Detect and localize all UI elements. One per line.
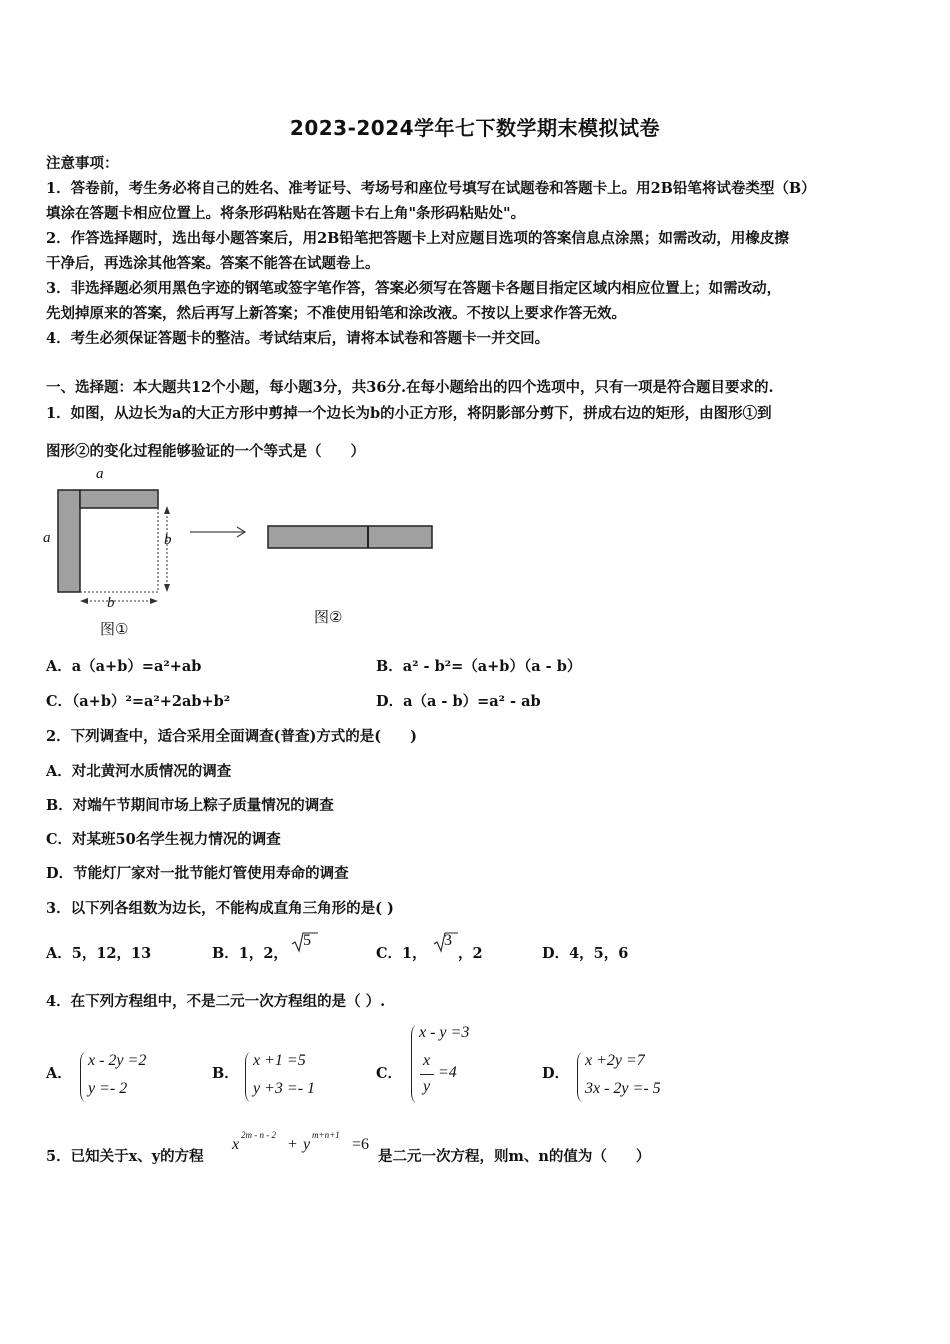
question-4-option-c-denominator: y xyxy=(423,1078,431,1095)
question-3-option-c-radicand: 3 xyxy=(444,932,452,949)
page-title: 2023-2024学年七下数学期末模拟试卷 xyxy=(289,116,661,140)
question-1-option-a[interactable]: A．a（a+b）=a²+ab xyxy=(46,658,202,675)
question-4-option-d-eq1: x +2y =7 xyxy=(585,1052,645,1069)
brace-a xyxy=(80,1052,87,1102)
section-heading: 一、选择题：本大题共12个小题，每小题3分，共36分.在每小题给出的四个选项中，只有一项是符合题目要求的. xyxy=(46,379,774,396)
brace-b xyxy=(245,1052,252,1102)
figure-2 xyxy=(266,524,436,552)
question-3-option-c-text: C．1， xyxy=(376,945,427,962)
question-4-option-a[interactable]: A． xyxy=(46,1065,72,1082)
question-4-option-a-eq2: y =- 2 xyxy=(88,1080,128,1097)
question-3-option-c-suffix: ，2 xyxy=(458,945,483,962)
figure-2-caption: 图② xyxy=(314,608,343,626)
question-4-option-c-numerator: x xyxy=(423,1052,431,1069)
question-4-option-d[interactable]: D． xyxy=(542,1065,570,1082)
question-4-stem: 4．在下列方程组中，不是二元一次方程组的是（ ）. xyxy=(46,993,386,1010)
question-4-option-b-eq1: x +1 =5 xyxy=(253,1052,306,1069)
question-1-stem-cont: 图形②的变化过程能够验证的一个等式是（ ） xyxy=(46,443,365,460)
question-4-option-c-rhs: =4 xyxy=(438,1064,457,1081)
question-2-stem: 2．下列调查中，适合采用全面调查(普查)方式的是( ) xyxy=(46,728,418,745)
figure-1-label-a-top: a xyxy=(96,466,104,482)
question-3-option-d[interactable]: D．4，5，6 xyxy=(542,945,629,962)
question-5-x-exponent: 2m - n - 2 xyxy=(241,1130,276,1140)
figure-1-label-a-left: a xyxy=(43,530,51,546)
question-3-stem: 3．以下列各组数为边长，不能构成直角三角形的是( ) xyxy=(46,900,394,917)
transform-arrow-icon xyxy=(188,524,250,540)
question-3-option-b[interactable] xyxy=(212,942,288,963)
question-4-option-b-eq2: y +3 =- 1 xyxy=(253,1080,316,1097)
notes-line: 先划掉原来的答案，然后再写上新答案；不准使用铅笔和涂改液。不按以上要求作答无效。 xyxy=(46,305,626,322)
question-2-option-d[interactable]: D．节能灯厂家对一批节能灯管使用寿命的调查 xyxy=(46,865,349,882)
question-1-option-d[interactable]: D．a（a - b）=a² - ab xyxy=(376,693,541,710)
question-3-option-b-text: B．1，2， xyxy=(212,945,288,962)
question-1-option-b[interactable]: B．a² - b²=（a+b）（a - b） xyxy=(376,658,582,675)
question-5-y: y xyxy=(303,1136,311,1153)
question-3-option-c[interactable] xyxy=(376,942,427,963)
brace-c xyxy=(411,1025,418,1103)
notes-line: 3．非选择题必须用黑色字迹的钢笔或签字笔作答，答案必须写在答题卡各题目指定区域内相应位置上；如需改动， xyxy=(46,280,782,297)
question-3-option-b-radicand: 5 xyxy=(303,932,311,949)
fraction-bar xyxy=(420,1074,434,1075)
figure-1-caption: 图① xyxy=(100,620,129,638)
question-5-plus: + xyxy=(288,1136,298,1153)
question-3-option-a[interactable]: A．5，12，13 xyxy=(46,945,152,962)
notes-line: 干净后，再选涂其他答案。答案不能答在试题卷上。 xyxy=(46,255,380,272)
notes-heading: 注意事项： xyxy=(46,155,119,172)
question-2-option-c[interactable]: C．对某班50名学生视力情况的调查 xyxy=(46,831,281,848)
notes-line: 1．答卷前，考生务必将自己的姓名、准考证号、考场号和座位号填写在试题卷和答题卡上。用2B铅笔将试卷类型（B） xyxy=(46,180,816,197)
question-5-rhs: =6 xyxy=(352,1136,370,1153)
question-5-stem: 5．已知关于x、y的方程 xyxy=(46,1148,204,1165)
figure-1 xyxy=(40,466,280,642)
question-1-option-c[interactable]: C．（a+b）²=a²+2ab+b² xyxy=(46,693,231,710)
question-1-stem: 1．如图，从边长为a的大正方形中剪掉一个边长为b的小正方形，将阴影部分剪下，拼成右边的矩形，由图形①到 xyxy=(46,405,772,422)
brace-d xyxy=(577,1052,584,1102)
question-2-option-a[interactable]: A．对北黄河水质情况的调查 xyxy=(46,763,232,780)
figure-1-label-b-bottom: b xyxy=(107,595,115,611)
question-5-stem-cont: 是二元一次方程，则m、n的值为（ ） xyxy=(378,1148,651,1165)
question-2-option-b[interactable]: B．对端午节期间市场上粽子质量情况的调查 xyxy=(46,797,334,814)
notes-line: 2．作答选择题时，选出每小题答案后，用2B铅笔把答题卡上对应题目选项的答案信息点涂黑；如需改动，用橡皮擦 xyxy=(46,230,789,247)
notes-block xyxy=(46,152,906,352)
question-4-option-c-eq1: x - y =3 xyxy=(419,1024,470,1041)
question-5-x: x xyxy=(232,1136,240,1153)
question-4-option-d-eq2: 3x - 2y =- 5 xyxy=(585,1080,661,1097)
question-4-option-b[interactable]: B． xyxy=(212,1065,239,1082)
question-4-option-c[interactable]: C． xyxy=(376,1065,403,1082)
question-4-option-a-eq1: x - 2y =2 xyxy=(88,1052,147,1069)
notes-line: 4．考生必须保证答题卡的整洁。考试结束后，请将本试卷和答题卡一并交回。 xyxy=(46,330,550,347)
figure-1-label-b-right: b xyxy=(164,532,172,548)
notes-line: 填涂在答题卡相应位置上。将条形码粘贴在答题卡右上角"条形码粘贴处"。 xyxy=(46,205,526,222)
question-5-y-exponent: m+n+1 xyxy=(312,1130,340,1140)
